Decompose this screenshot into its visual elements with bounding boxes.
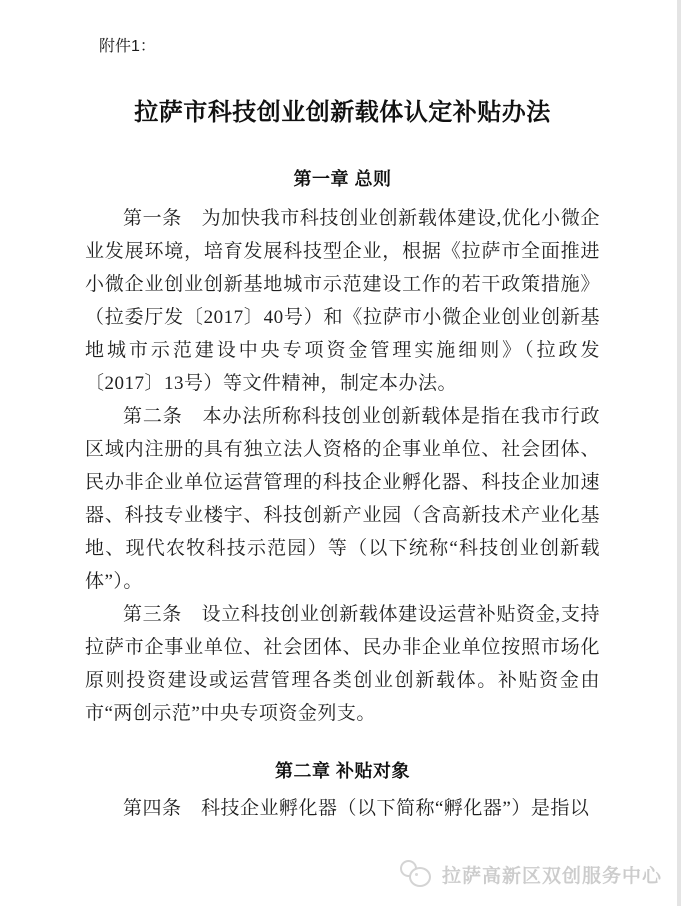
attachment-label: 附件1： bbox=[99, 38, 156, 55]
page-right-edge-strip bbox=[677, 0, 681, 906]
chapter-1-body bbox=[85, 202, 600, 730]
footer-watermark-text: 拉萨高新区双创服务中心 bbox=[441, 865, 662, 887]
chapter-2-body bbox=[85, 792, 600, 825]
document-title: 拉萨市科技创业创新载体认定补贴办法 bbox=[134, 99, 551, 126]
chapter-1-heading: 第一章 总则 bbox=[293, 169, 392, 189]
paragraph-article-3: 第三条 设立科技创业创新载体建设运营补贴资金,支持拉萨市企事业单位、社会团体、民办非企业单位按照市场化原则投资建设或运营管理各类创业创新载体。补贴资金由市“两创示范”中央专项资金列支。 bbox=[85, 604, 600, 724]
paragraph-article-1: 第一条 为加快我市科技创业创新载体建设,优化小微企业发展环境，培育发展科技型企业，根据《拉萨市全面推进小微企业创业创新基地城市示范建设工作的若干政策措施》（拉委厅发〔2017〕40号）和《拉萨市小微企业创业创新基地城市示范建设中央专项资金管理实施细则》（拉政发〔2017〕13号）等文件精神，制定本办法。 bbox=[85, 208, 600, 394]
paragraph-article-4: 第四条 科技企业孵化器（以下简称“孵化器”）是指以 bbox=[123, 798, 590, 819]
paragraph-article-2: 第二条 本办法所称科技创业创新载体是指在我市行政区域内注册的具有独立法人资格的企事业单位、社会团体、民办非企业单位运营管理的科技企业孵化器、科技企业加速器、科技专业楼宇、科技创新产业园（含高新技术产业化基地、现代农牧科技示范园）等（以下统称“科技创业创新载体”）。 bbox=[85, 406, 600, 592]
chapter-2-heading: 第二章 补贴对象 bbox=[274, 761, 410, 781]
footer-watermark bbox=[400, 858, 662, 890]
service-center-logo-icon bbox=[400, 858, 434, 890]
